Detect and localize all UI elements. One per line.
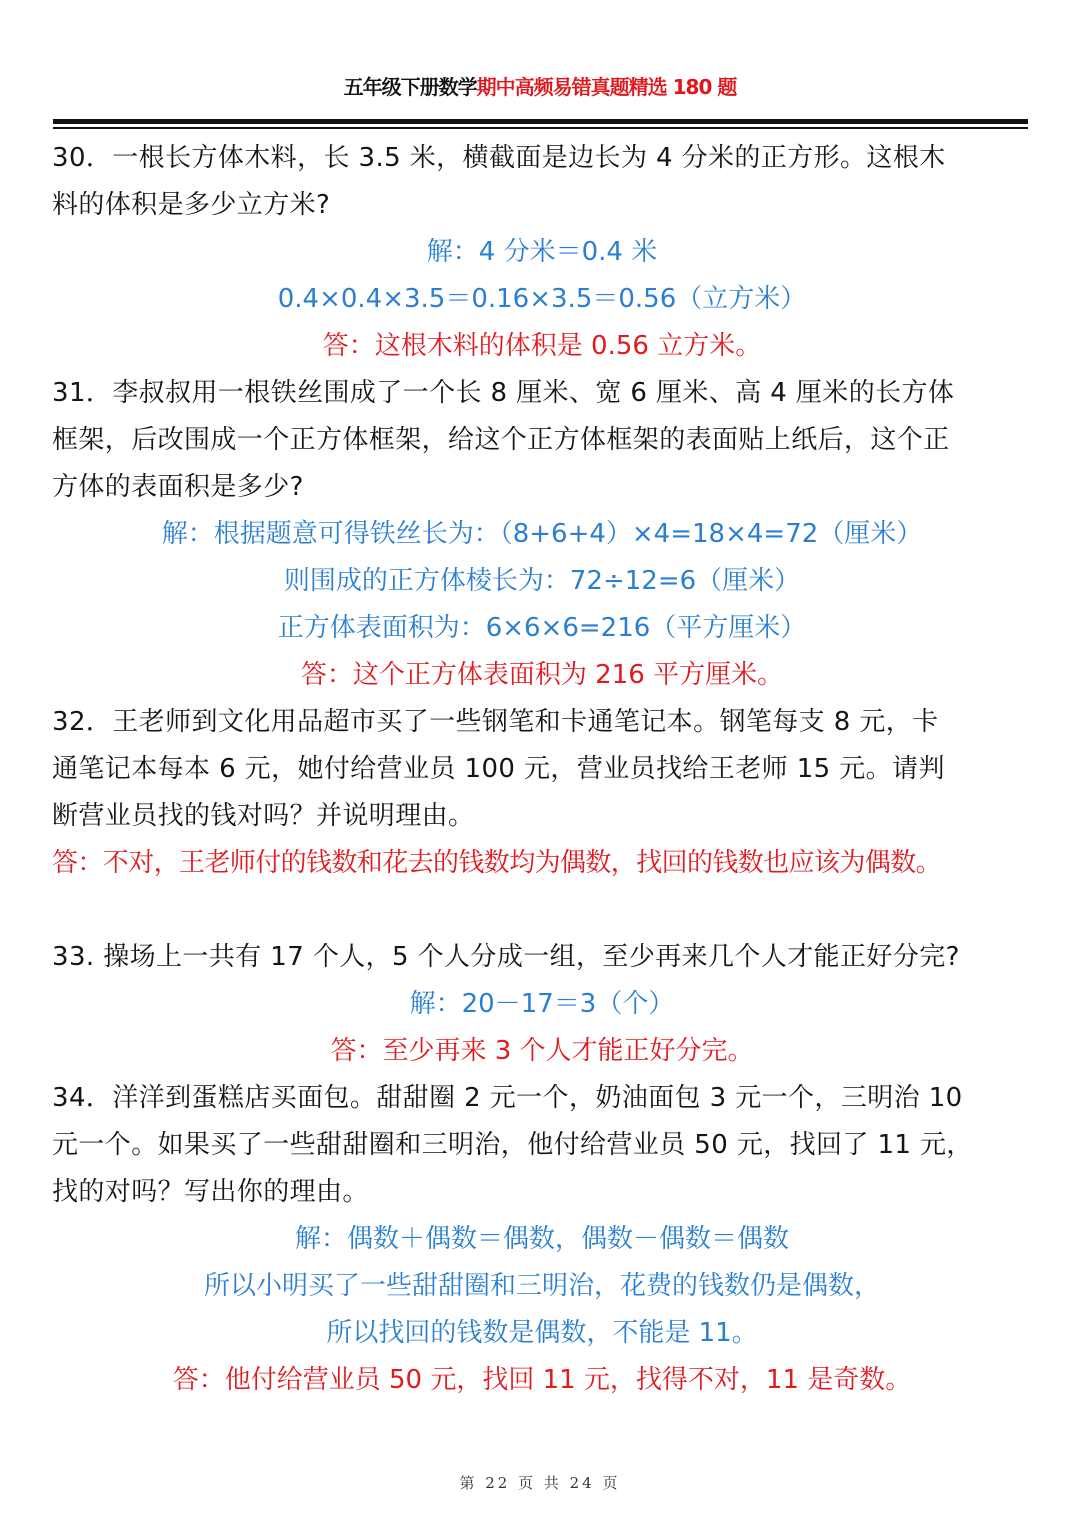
solution-line: 正方体表面积为：6×6×6=216（平方厘米）	[277, 613, 807, 643]
solution-line: 解：偶数＋偶数＝偶数，偶数－偶数＝偶数	[294, 1224, 789, 1254]
question-line: 断营业员找的钱对吗？并说明理由。	[52, 801, 475, 831]
question-line: 元一个。如果买了一些甜甜圈和三明治，他付给营业员 50 元，找回了 11 元，	[52, 1130, 973, 1160]
question-line: 方体的表面积是多少?	[52, 472, 304, 502]
problem-34	[52, 1075, 1032, 1404]
answer-line: 答：这根木料的体积是 0.56 立方米。	[322, 331, 762, 361]
question-line: 框架，后改围成一个正方体框架，给这个正方体框架的表面贴上纸后，这个正	[52, 425, 950, 455]
title-underline-thin	[53, 127, 1028, 129]
title-black-part: 五年级下册数学	[343, 75, 477, 99]
solution-line: 则围成的正方体棱长为：72÷12=6（厘米）	[283, 566, 801, 596]
question-line: 料的体积是多少立方米?	[52, 190, 331, 220]
question-line: 32．王老师到文化用品超市买了一些钢笔和卡通笔记本。钢笔每支 8 元，卡	[52, 707, 939, 737]
problem-list	[52, 135, 1032, 1404]
page-title	[0, 54, 1080, 120]
answer-line: 答：他付给营业员 50 元，找回 11 元，找得不对，11 是奇数。	[172, 1365, 912, 1395]
solution-line: 解：4 分米＝0.4 米	[426, 237, 658, 267]
problem-30	[52, 135, 1032, 370]
answer-line: 答：不对，王老师付的钱数和花去的钱数均为偶数，找回的钱数也应该为偶数。	[52, 848, 942, 878]
question-line: 31．李叔叔用一根铁丝围成了一个长 8 厘米、宽 6 厘米、高 4 厘米的长方体	[52, 378, 955, 408]
solution-line: 0.4×0.4×3.5＝0.16×3.5＝0.56（立方米）	[277, 284, 807, 314]
question-line: 34．洋洋到蛋糕店买面包。甜甜圈 2 元一个，奶油面包 3 元一个，三明治 10	[52, 1083, 963, 1113]
solution-line: 所以小明买了一些甜甜圈和三明治，花费的钱数仍是偶数，	[203, 1271, 880, 1301]
problem-32	[52, 699, 1032, 887]
solution-line: 解：根据题意可得铁丝长为：（8+6+4）×4=18×4=72（厘米）	[161, 519, 923, 549]
solution-line: 所以找回的钱数是偶数，不能是 11。	[326, 1318, 758, 1348]
question-line: 30．一根长方体木料，长 3.5 米，横截面是边长为 4 分米的正方形。这根木	[52, 143, 946, 173]
answer-line: 答：这个正方体表面积为 216 平方厘米。	[300, 660, 784, 690]
problem-31	[52, 370, 1032, 699]
title-underline-thick	[53, 119, 1028, 124]
title-red-part: 期中高频易错真题精选 180 题	[476, 75, 737, 99]
solution-line: 解：20－17＝3（个）	[409, 989, 675, 1019]
answer-line: 答：至少再来 3 个人才能正好分完。	[330, 1036, 754, 1066]
question-line: 找的对吗？写出你的理由。	[52, 1177, 369, 1207]
problem-33	[52, 934, 1032, 1075]
question-line: 通笔记本每本 6 元，她付给营业员 100 元，营业员找给王老师 15 元。请判	[52, 754, 945, 784]
page-number: 第 22 页 共 24 页	[459, 1474, 621, 1492]
spacer	[52, 887, 1032, 934]
question-line: 33. 操场上一共有 17 个人，5 个人分成一组，至少再来几个人才能正好分完?	[52, 942, 960, 972]
